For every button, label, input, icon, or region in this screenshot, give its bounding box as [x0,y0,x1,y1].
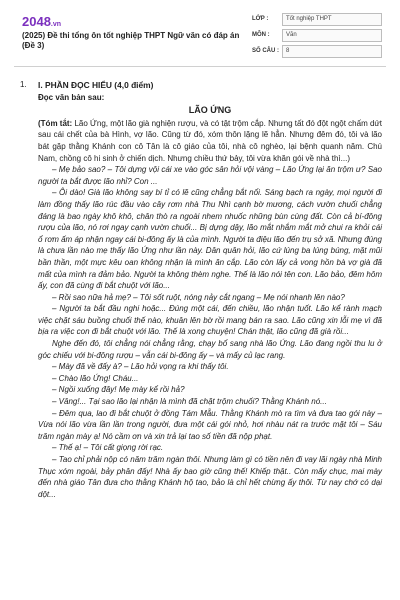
story-paragraph: – Chào lão Ứng! Cháu... [52,373,139,383]
story-paragraph: – Mày đã về đấy à? – Lão hỏi vọng ra khi thấy tôi. [52,362,229,372]
story-paragraph: – Ôi dào! Già lão không say bí tỉ có lẽ cũng chẳng bắt nổi. Sáng bạch ra ngày, mọi người đi làm đồng thấy lão rúc đầu vào cây rơm nhà Thu Nhì cạnh bờ mương, cách vườn chuối chẳng đáng là bao ngày khô khô, chân thò ra ngoài nhem nhuốc những bùn cùng đất. Còn cả bí-đông rượu của lão, nó rơi ngay cạnh vườn chuối... Bị dựng dậy, lão mắt nhắm mắt mở chui ra khỏi cái ổ rơm ấm áp nhận ngay cái bi-đông ấy là của mình. Người ta điệu lão đến trụ sở xã. Nhưng đúng là chưa lần nào mẹ thấy lão Ứng như lần này. Dân quân hỏi, lão cứ lúng ba lúng búng, mặt mũi bần thần, một mực kêu oan không nhận là mình ăn cắp. Lão còn lấy cả vong hồn bà vợ già đã mất của mình ra đảm bảo. Người ta không thèm nghe. Thế là lão nói tên con. Lão bảo, đêm hôm ấy, con đã cùng đi bắt chuột với lão... [38,188,382,291]
meta-value-count: 8 [282,45,382,58]
meta-label: LỚP : [252,16,269,22]
meta-value-class: Tốt nghiệp THPT [282,13,382,26]
reading-lead: Đọc văn bản sau: [38,92,105,102]
site-logo[interactable] [22,14,61,29]
story-paragraph: – Tao chỉ phải nộp có năm trăm ngàn thôi. Nhưng làm gì có tiền nên đi vay lãi ngày nhà Minh Thục xóm ngoài, bảy phân đấy! Nhà ấy bao giờ cũng thế! Khiếp thật.. Còn mấy chục, mai mày đến nhà giáo Tân đưa cho thằng Khánh hộ tao, bảo là chỉ hết chừng ấy thôi. Từ nay chớ có dại dột... [38,455,382,499]
story-paragraph: – Người ta bắt đầu nghi hoặc... Đúng một cái, đến chiều, lão nhận tuốt. Lão kể rành mạch việc chặt sáu buồng chuối thế nào, khuân lên bờ rồi mang bán ra sao. Lão cũng xin lỗi mẹ vì đã bịa ra việc con đi bắt chuột với lão. Thế là xong chuyện! Chán thật, lão cũng đã già rồi... [38,304,382,337]
story-paragraph: – Ngồi xuống đây! Mẹ mày kể rồi hả? [52,385,185,395]
meta-panel [252,11,382,59]
story-paragraph: – Vâng!... Tại sao lão lại nhận là mình đã chặt trộm chuối? Thằng Khánh nó... [52,397,327,407]
story-paragraph: – Rồi sao nữa hả mẹ? – Tôi sốt ruột, nóng nảy cắt ngang – Mẹ nói nhanh lên nào? [52,292,345,302]
story-title: LÃO ỨNG [188,105,232,116]
meta-row-class [252,11,382,27]
story-body [38,164,382,500]
summary-paragraph [38,118,382,164]
section-heading: I. PHẦN ĐỌC HIỂU (4,0 điểm) [38,80,154,90]
question-number: 1. [20,80,27,89]
logo-main: 2048 [22,14,51,29]
story-paragraph: – Mẹ bảo sao? – Tôi dựng vội cái xe vào góc sân hỏi vội vàng – Lão Ứng lại ăn trộm ư? Sao người ta bắt được lão nhỉ? Con ... [38,165,382,186]
document-header [0,0,400,60]
story-paragraph: – Đêm qua, lao đi bắt chuột ở đồng Tám Mẫu. Thằng Khánh mò ra tìm và đưa tao gói này – Vừa nói lão vừa lần lần trong người, đưa một cái gói nhỏ, hơi nhàu nát ra trước mặt tôi – Sáu trăm ngàn mày ạ! Nó cầm ơn và xin trả lại tao số tiền đã nộp phạt. [38,408,382,441]
document-title: (2025) Đề thi tổng ôn tốt nghiệp THPT Ngữ văn có đáp án (Đề 3) [22,31,240,50]
meta-label: MÔN : [252,32,270,38]
header-divider [14,66,386,67]
meta-row-count [252,43,382,59]
summary-label: (Tóm tắt: [38,118,73,128]
summary-text: Lão Ứng, một lão già nghiện rượu, và có tật trộm cắp. Nhưng tất đó đột ngột chấm dứt sau cái chết của bà Hình, vợ lão. Cũng từ đó, xóm thôn lặng lẽ hẳn. Nhưng đêm đó, tôi và lão bát gặp thằng Khánh con cô Tân là cô giáo của tôi, nhà cô nghèo, lại bệnh quanh năm. Chú Nam, chồng cô hi sinh ở chiến dịch. Nhưng chiều thứ bảy, tôi vừa khăn gói về nhà thì...) [38,118,383,163]
story-paragraph: – Thế ạ! – Tôi cất giọng rời rạc. [52,443,164,453]
question-content [38,80,382,500]
story-paragraph: Nghe đến đó, tôi chẳng nói chẳng rằng, chạy bổ sang nhà lão Ứng. Lão đang ngồi thu lu ở góc chiếu với bi-đông rượu – vẫn cái bi-đông ấy – và mấy củ lạc rang. [38,339,382,360]
meta-row-subject [252,27,382,43]
logo-suffix: .vn [50,21,62,28]
meta-value-subject: Văn [282,29,382,42]
meta-label: SỐ CÂU : [252,48,279,54]
